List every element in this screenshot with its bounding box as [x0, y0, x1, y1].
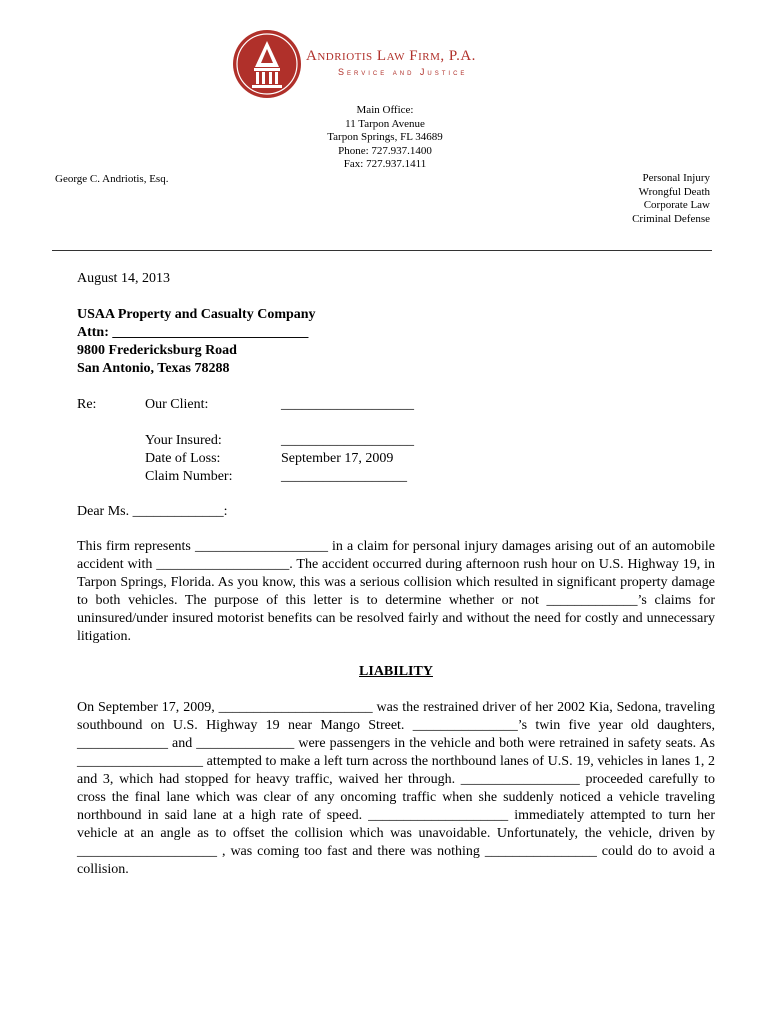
liability-paragraph: On September 17, 2009, ______________________ was the restrained driver of her 2002 Kia, Sedona, traveling southbound on U.S. Highway 19 near Mango Street. _______________’s twin five year old daughters, _____________ and ______________ were passengers in the vehicle and both were retrained in safety seats. As __________________ attempted to make a left turn across the northbound lanes of U.S. 19, vehicles in lanes 1, 2 and 3, which had stopped for heavy traffic, waived her through. _________________ proceeded carefully to cross the final lane which was clear of any oncoming traffic when she suddenly noticed a vehicle traveling northbound in said lane at a high rate of speed. ____________________ immediately attempted to turn her vehicle at an angle as to offset the collision which was unavoidable. Unfortunately, the vehicle, driven by ____________________ , was coming too fast and there was nothing ________________ could do to avoid a collision.	[77, 700, 715, 877]
recipient-address	[77, 306, 316, 378]
re-field-labels	[145, 396, 233, 486]
recipient-attn: Attn: ____________________________	[77, 325, 309, 340]
practice-area: Personal Injury	[642, 172, 710, 184]
re-field-value: __________________	[281, 469, 407, 484]
firm-logo	[232, 29, 302, 99]
salutation: Dear Ms. _____________:	[77, 504, 228, 519]
re-field-label: Claim Number:	[145, 469, 233, 484]
header-divider	[52, 250, 712, 251]
practice-areas	[560, 172, 710, 226]
practice-area: Wrongful Death	[638, 185, 710, 198]
re-field-label	[145, 414, 233, 432]
office-line: Main Office:	[356, 104, 414, 116]
re-field-value: September 17, 2009	[281, 451, 394, 466]
office-line: 11 Tarpon Avenue	[345, 117, 425, 130]
letter-date: August 14, 2013	[77, 271, 170, 286]
office-line: Tarpon Springs, FL 34689	[327, 131, 443, 143]
practice-area: Criminal Defense	[632, 212, 710, 225]
recipient-street: 9800 Fredericksburg Road	[77, 343, 237, 358]
re-field-label: Your Insured:	[145, 433, 222, 448]
re-field-label: Date of Loss:	[145, 451, 221, 466]
firm-name: Andriotis Law Firm, P.A.	[306, 48, 476, 64]
office-fax: Fax: 727.937.1411	[343, 158, 427, 170]
recipient-city: San Antonio, Texas 78288	[77, 361, 230, 376]
re-field-value: ___________________	[281, 397, 414, 412]
recipient-company: USAA Property and Casualty Company	[77, 307, 316, 322]
re-label: Re:	[77, 397, 97, 412]
office-phone: Phone: 727.937.1400	[338, 144, 432, 157]
attorney-name: George C. Andriotis, Esq.	[55, 173, 169, 185]
re-field-values	[281, 396, 414, 486]
firm-tagline: Service and Justice	[338, 67, 468, 77]
practice-area: Corporate Law	[643, 199, 710, 211]
section-heading-liability: LIABILITY	[359, 664, 433, 679]
re-field-value	[281, 414, 414, 432]
re-field-value: ___________________	[281, 433, 414, 448]
intro-paragraph: This firm represents ___________________ in a claim for personal injury damages arising out of an automobile accident with ___________________. The accident occurred during afternoon rush hour on U.S. Highway 19, in Tarpon Springs, Florida. As you know, this was a serious collision which resulted in significant property damage to both vehicles. The purpose of this letter is to determine whether or not _____________’s claims for uninsured/under insured motorist benefits can be resolved fairly and without the need for costly and unnecessary litigation.	[77, 539, 715, 644]
re-field-label: Our Client:	[145, 397, 209, 412]
office-address	[290, 104, 480, 172]
